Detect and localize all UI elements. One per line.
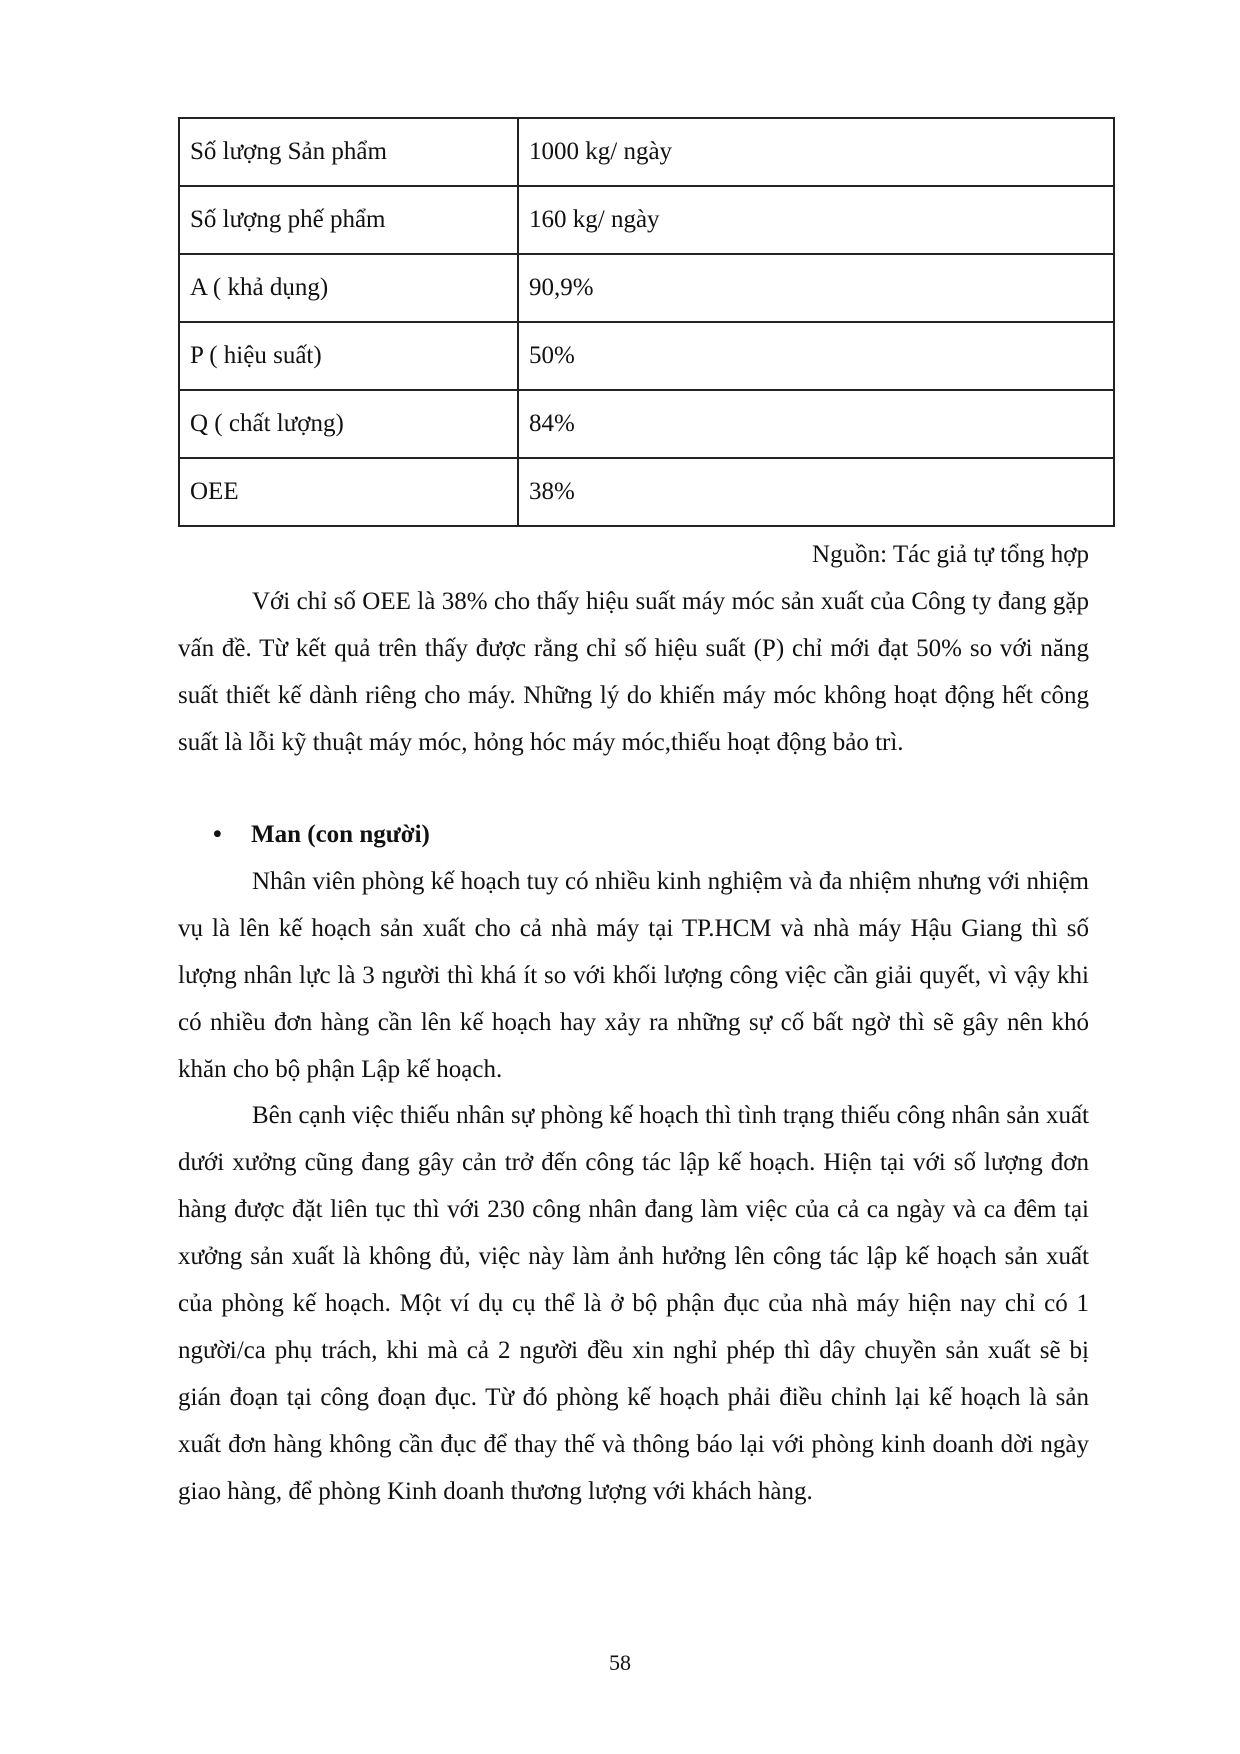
table-cell-label: P ( hiệu suất): [179, 322, 518, 390]
section-heading-man: [213, 811, 430, 858]
oee-table: [178, 117, 1115, 527]
table-cell-value: 50%: [518, 322, 1114, 390]
paragraph-worker-shortage: Bên cạnh việc thiếu nhân sự phòng kế hoạch thì tình trạng thiếu công nhân sản xuất dưới xưởng cũng đang gây cản trở đến công tác lập kế hoạch. Hiện tại với số lượng đơn hàng được đặt liên tục thì với 230 công nhân đang làm việc của cả ca ngày và ca đêm tại xưởng sản xuất là không đủ, việc này làm ảnh hưởng lên công tác lập kế hoạch sản xuất của phòng kế hoạch. Một ví dụ cụ thể là ở bộ phận đục của nhà máy hiện nay chỉ có 1 người/ca phụ trách, khi mà cả 2 người đều xin nghỉ phép thì dây chuyền sản xuất sẽ bị gián đoạn tại công đoạn đục. Từ đó phòng kế hoạch phải điều chỉnh lại kế hoạch là sản xuất đơn hàng không cần đục để thay thế và thông báo lại với phòng kinh doanh dời ngày giao hàng, để phòng Kinh doanh thương lượng với khách hàng.: [178, 1102, 1089, 1505]
table-cell-label: Q ( chất lượng): [179, 390, 518, 458]
table-row: [179, 186, 1114, 254]
table-cell-value: 90,9%: [518, 254, 1114, 322]
table-row: [179, 322, 1114, 390]
table-row: [179, 458, 1114, 526]
table-cell-value: 1000 kg/ ngày: [518, 118, 1114, 186]
bullet-icon: •: [213, 821, 222, 848]
table-cell-value: 38%: [518, 458, 1114, 526]
table-cell-value: 84%: [518, 390, 1114, 458]
table-cell-label: Số lượng phế phẩm: [179, 186, 518, 254]
page-number: 58: [609, 1650, 631, 1675]
table-row: [179, 390, 1114, 458]
table-row: [179, 254, 1114, 322]
table-cell-label: OEE: [179, 458, 518, 526]
table-row: [179, 118, 1114, 186]
table-cell-value: 160 kg/ ngày: [518, 186, 1114, 254]
table-source-note: Nguồn: Tác giả tự tổng hợp: [812, 541, 1089, 568]
table-cell-label: Số lượng Sản phẩm: [179, 118, 518, 186]
section-heading-text: Man (con người): [251, 821, 430, 848]
table-cell-label: A ( khả dụng): [179, 254, 518, 322]
paragraph-planning-staff: Nhân viên phòng kế hoạch tuy có nhiều kinh nghiệm và đa nhiệm nhưng với nhiệm vụ là lên kế hoạch sản xuất cho cả nhà máy tại TP.HCM và nhà máy Hậu Giang thì số lượng nhân lực là 3 người thì khá ít so với khối lượng công việc cần giải quyết, vì vậy khi có nhiều đơn hàng cần lên kế hoạch hay xảy ra những sự cố bất ngờ thì sẽ gây nên khó khăn cho bộ phận Lập kế hoạch.: [178, 868, 1089, 1083]
paragraph-oee-analysis: Với chỉ số OEE là 38% cho thấy hiệu suất máy móc sản xuất của Công ty đang gặp vấn đề. Từ kết quả trên thấy được rằng chỉ số hiệu suất (P) chỉ mới đạt 50% so với năng suất thiết kế dành riêng cho máy. Những lý do khiến máy móc không hoạt động hết công suất là lỗi kỹ thuật máy móc, hỏng hóc máy móc,thiếu hoạt động bảo trì.: [178, 588, 1089, 756]
